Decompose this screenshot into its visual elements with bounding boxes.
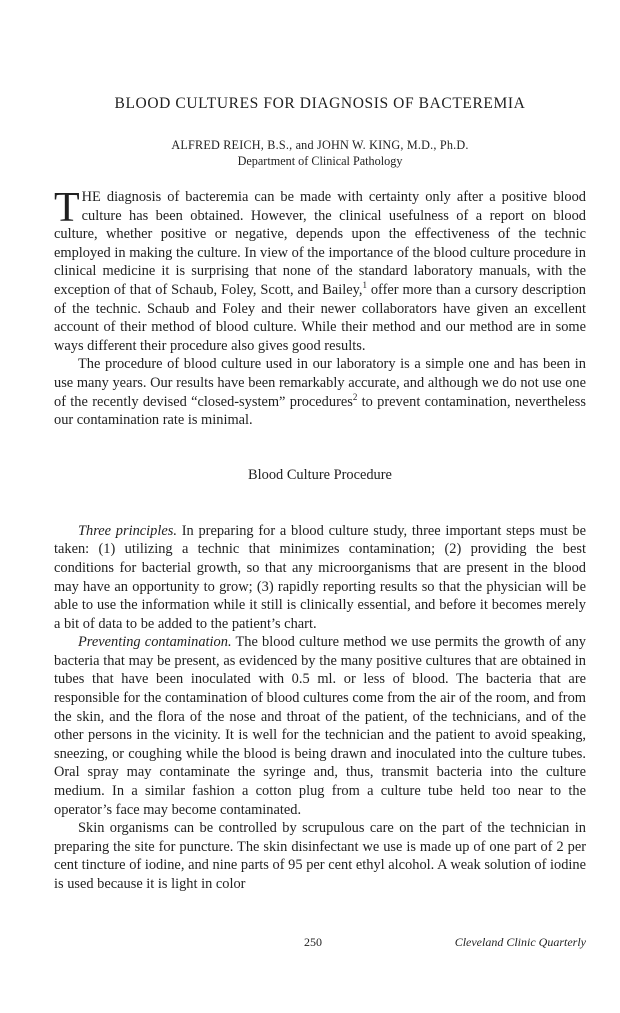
intro-text-1: HE diagnosis of bacteremia can be made with certainty only after a positive blood culture has been obtained. However, the clinical usefulness of a report on blood culture, whether positive or negative, depends upon the effectiveness of the technic employed in making the culture. In view of the importance of the blood culture procedure in clinical medicine it is surprising that none of the standard laboratory manuals, with the exception of that of Schaub, Foley, Scott, and Bailey, xyxy=(54,189,586,298)
skin-paragraph: Skin organisms can be controlled by scrupulous care on the part of the technician in preparing the site for puncture. The skin disinfectant we use is made up of one part of 2 per cent tincture of iodine, and nine parts of 95 per cent ethyl alcohol. A weak solution of iodine is used because it is light in color xyxy=(54,820,586,892)
intro-text-1-rest: offer more than a cursory description of the technic. Schaub and Foley and their newer collaborators have given an excellent account of their method of blood culture. While their method and our method are in some ways different their procedure also gives good results. xyxy=(54,281,586,354)
article-body xyxy=(54,185,587,894)
drop-cap: T xyxy=(54,185,80,231)
page-footer xyxy=(54,935,586,953)
principles-label: Three principles. xyxy=(78,522,177,539)
contamination-text: The blood culture method we use permits the growth of any bacteria that may be present, as evidenced by the many positive cultures that are obtained in tubes that have been inoculated with 0.5 ml. or less of blood. The bacteria that are responsible for the contamination of blood cultures come from the air of the room, and from the skin, and the flora of the nose and throat of the patient, of the technicians, and of the other persons in the vicinity. It is well for the technician and the patient to avoid speaking, sneezing, or coughing while the blood is being drawn and inoculated into the culture tubes. Oral spray may contaminate the syringe and, thus, transmit bacteria into the culture medium. In a similar fashion a cotton plug from a culture tube held too near to the operator’s face may become contaminated. xyxy=(54,634,587,818)
department-line: Department of Clinical Pathology xyxy=(237,154,403,168)
page-number: 250 xyxy=(304,935,322,949)
contamination-paragraph xyxy=(54,633,586,819)
section-heading-block xyxy=(54,430,586,522)
intro-paragraph-2 xyxy=(54,355,586,429)
principles-paragraph xyxy=(54,522,586,634)
journal-name: Cleveland Clinic Quarterly xyxy=(454,935,586,949)
article-page xyxy=(54,0,586,1013)
intro-paragraph-1 xyxy=(54,185,586,355)
principles-text: In preparing for a blood culture study, three important steps must be taken: (1) utilizing a technic that minimizes contamination; (2) providing the best conditions for bacterial growth, so that any microorganisms that are present in the blood may have an opportunity to grow; (3) rapidly reporting results so that the physician will be able to use the information while it still is clinically essential, and before it becomes merely a bit of data to be added to the patient’s chart. xyxy=(54,522,586,632)
reference-1[interactable]: 1 xyxy=(362,280,367,291)
author-line: ALFRED REICH, B.S., and JOHN W. KING, M.D., Ph.D. xyxy=(171,138,469,152)
article-title: BLOOD CULTURES FOR DIAGNOSIS OF BACTEREMIA xyxy=(114,95,526,112)
section-heading: Blood Culture Procedure xyxy=(248,467,392,484)
intro-text-2: The procedure of blood culture used in our laboratory is a simple one and has been in use many years. Our results have been remarkably accurate, and although we do not use one of the recently devised “closed-system” procedures xyxy=(54,356,586,410)
reference-2[interactable]: 2 xyxy=(352,391,358,402)
contamination-label: Preventing contamination. xyxy=(78,634,232,651)
intro-text-2-rest: to prevent contamination, nevertheless our contamination rate is minimal. xyxy=(54,393,586,429)
